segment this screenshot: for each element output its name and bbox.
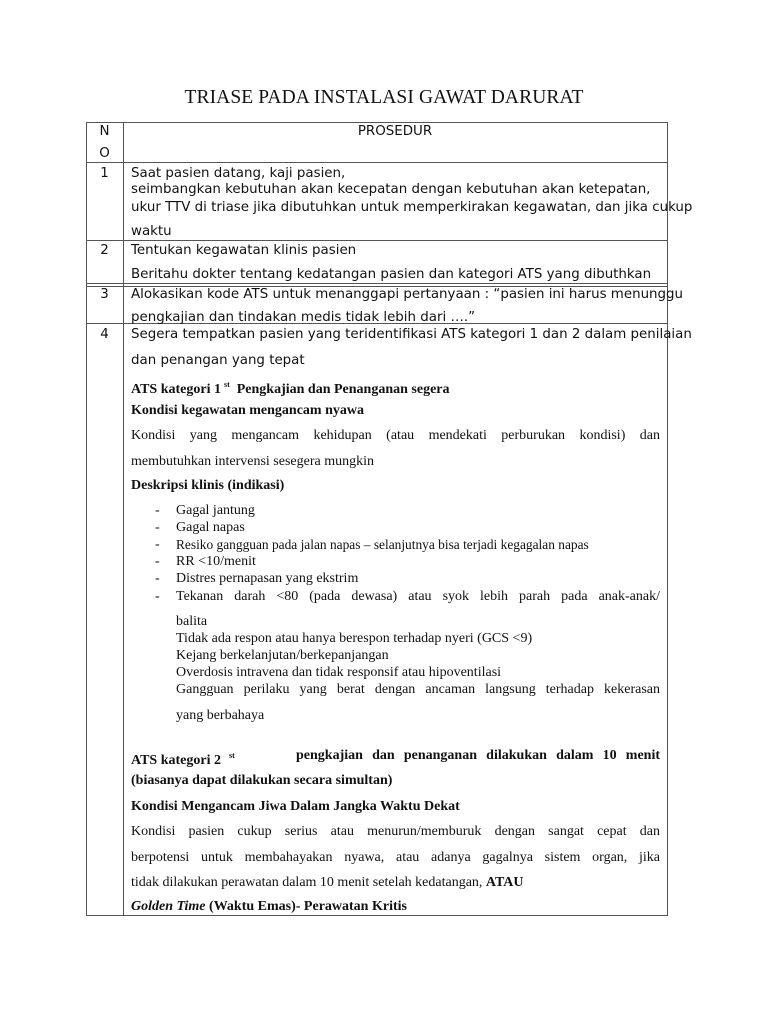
ats2-desc-line — [131, 875, 524, 891]
ats1-heading-rest: Pengkajian dan Penanganan segera — [236, 382, 450, 397]
ats1-superscript: st — [223, 380, 230, 389]
list-item: Tidak ada respon atau hanya berespon terhadap nyeri (GCS <9) — [176, 631, 533, 646]
ats2-heading-line2: (biasanya dapat dilakukan secara simultan) — [131, 773, 393, 788]
ats2-subheading: Kondisi Mengancam Jiwa Dalam Jangka Waktu Dekat — [131, 799, 460, 814]
list-item: balita — [176, 614, 208, 629]
row3-line: Alokasikan kode ATS untuk menanggapi pertanyaan : “pasien ini harus menunggu — [131, 287, 684, 302]
ats2-desc-text: tidak dilakukan perawatan dalam 10 menit setelah kedatangan, — [131, 875, 483, 890]
list-dash: - — [155, 589, 160, 604]
row2-line: Beritahu dokter tentang kedatangan pasien dan kategori ATS yang dibuthkan — [131, 267, 652, 282]
ats2-heading — [131, 748, 660, 769]
list-dash: - — [155, 520, 160, 535]
list-dash: - — [155, 537, 160, 552]
row4-intro-line: Segera tempatkan pasien yang teridentifikasi ATS kategori 1 dan 2 dalam penilaian — [131, 327, 692, 342]
ats2-heading-label: ATS kategori 2 — [131, 753, 221, 768]
row1-line: ukur TTV di triase jika dibutuhkan untuk memperkirakan kegawatan, dan jika cukup — [131, 200, 693, 215]
ats1-heading-label: ATS kategori 1 — [131, 382, 221, 397]
row-number: 2 — [100, 243, 109, 258]
table-border-bottom — [86, 915, 668, 916]
ats2-desc-line: Kondisi pasien cukup serius atau menurun/memburuk dengan sangat cepat dan — [131, 824, 660, 839]
row1-line: Saat pasien datang, kaji pasien, — [131, 166, 346, 181]
table-border-top — [86, 122, 668, 123]
table-rule — [86, 240, 668, 241]
ats1-subheading: Kondisi kegawatan mengancam nyawa — [131, 403, 364, 418]
row-number: 4 — [100, 327, 109, 342]
ats1-desc-line: Kondisi yang mengancam kehidupan (atau mendekati perburukan kondisi) dan — [131, 428, 660, 443]
golden-time-italic: Golden Time — [131, 899, 206, 914]
row1-line: waktu — [131, 224, 172, 239]
list-dash: - — [155, 503, 160, 518]
row-number: 3 — [100, 287, 109, 302]
list-dash: - — [155, 571, 160, 586]
ats1-desc-line: membutuhkan intervensi sesegera mungkin — [131, 454, 374, 469]
list-item: Distres pernapasan yang ekstrim — [176, 571, 359, 586]
table-border-right — [667, 122, 668, 916]
list-item: yang berbahaya — [176, 708, 265, 723]
header-prosedur: PROSEDUR — [357, 124, 433, 139]
golden-time-line — [131, 899, 407, 915]
list-item: Resiko gangguan pada jalan napas – selanjutnya bisa terjadi kegagalan napas — [176, 537, 589, 552]
ats2-heading-label-wrap — [131, 748, 235, 769]
list-dash: - — [155, 554, 160, 569]
ats1-desc-heading: Deskripsi klinis (indikasi) — [131, 478, 285, 493]
row4-intro-line: dan penangan yang tepat — [131, 353, 305, 368]
list-item: Tekanan darah <80 (pada dewasa) atau syok lebih parah pada anak-anak/ — [176, 589, 660, 604]
ats2-desc-line: berpotensi untuk membahayakan nyawa, atau adanya gagalnya sistem organ, jika — [131, 850, 660, 865]
ats2-heading-rest: pengkajian dan penanganan dilakukan dalam 10 menit — [296, 748, 660, 763]
list-item: Gangguan perilaku yang berat dengan ancaman langsung terhadap kekerasan — [176, 682, 660, 697]
table-border-left — [86, 122, 87, 916]
ats1-heading — [131, 377, 450, 398]
header-no-line2: O — [99, 146, 110, 161]
table-rule — [86, 162, 668, 163]
row1-line: seimbangkan kebutuhan akan kecepatan dengan kebutuhan akan ketepatan, — [131, 182, 651, 197]
page-title: TRIASE PADA INSTALASI GAWAT DARURAT — [184, 87, 584, 108]
list-item: Kejang berkelanjutan/berkepanjangan — [176, 648, 389, 663]
header-no-line1: N — [99, 124, 110, 139]
list-item: Gagal napas — [176, 520, 245, 535]
table-column-divider — [123, 122, 124, 916]
list-item: Gagal jantung — [176, 503, 255, 518]
ats2-superscript: st — [228, 751, 235, 760]
golden-time-rest: (Waktu Emas)- Perawatan Kritis — [209, 899, 407, 914]
row3-line: pengkajian dan tindakan medis tidak lebih dari ….” — [131, 310, 476, 325]
header-no — [86, 124, 123, 162]
row-number: 1 — [100, 166, 109, 181]
list-item: Overdosis intravena dan tidak responsif atau hipoventilasi — [176, 665, 502, 680]
row2-line: Tentukan kegawatan klinis pasien — [131, 243, 357, 258]
table-rule — [86, 283, 668, 284]
list-item: RR <10/menit — [176, 554, 256, 569]
ats2-desc-atau: ATAU — [485, 875, 524, 890]
